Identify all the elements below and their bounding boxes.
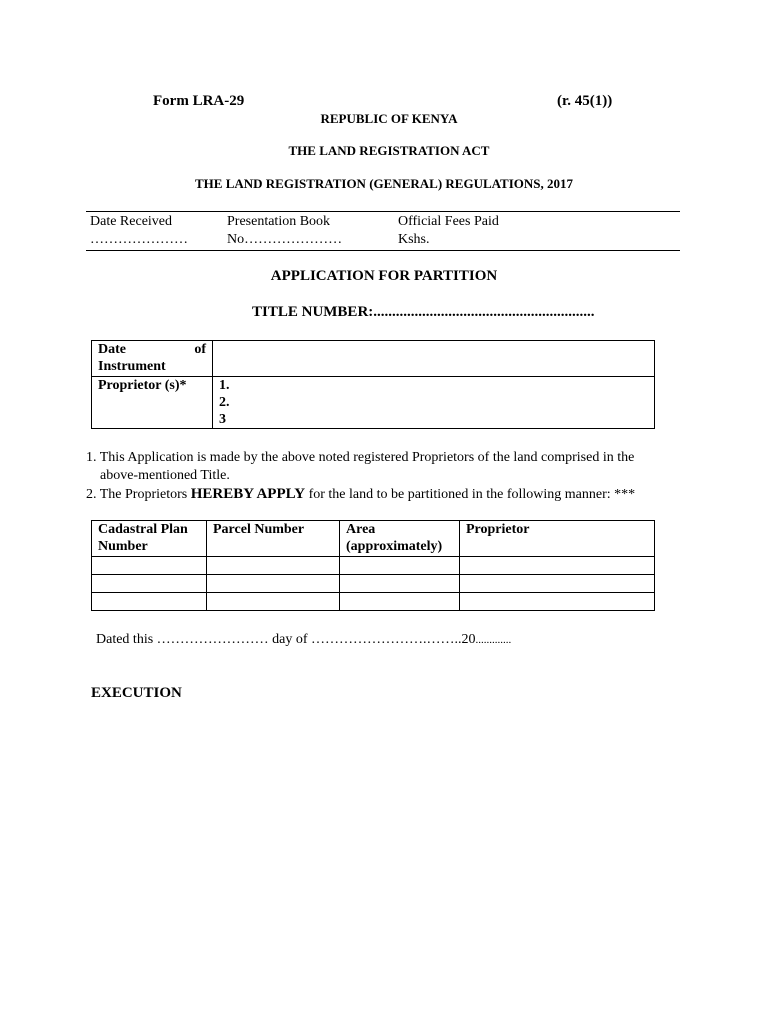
presentation-book-label: Presentation Book: [227, 214, 331, 229]
table-row: [92, 575, 655, 593]
regulations-heading: THE LAND REGISTRATION (GENERAL) REGULATIONS, 2017: [194, 176, 574, 191]
date-received-label: Date Received: [90, 214, 173, 229]
table-cell: [207, 593, 340, 611]
office-box-top-rule: [86, 211, 680, 212]
table-cell: [207, 557, 340, 575]
table-cell: [340, 575, 460, 593]
republic-heading: REPUBLIC OF KENYA: [320, 111, 458, 126]
table-cell: [340, 593, 460, 611]
instrument-table: [91, 340, 655, 429]
presentation-book-block: [227, 213, 342, 249]
proprietor-list: [213, 377, 655, 429]
header-cadastral-plan: Cadastral Plan Number: [92, 521, 207, 557]
table-cell: [460, 557, 655, 575]
paragraph-2: 2. The Proprietors HEREBY APPLY for the land to be partitioned in the following manner: ***: [86, 486, 636, 502]
table-header-row: [92, 521, 655, 557]
paragraph-1: 1. This Application is made by the above noted registered Proprietors of the land comprised in the above-mentioned Title.: [86, 450, 635, 483]
proprietor-label: Proprietor (s)*: [92, 377, 213, 429]
form-label: Form LRA-29: [153, 93, 245, 109]
table-cell: [92, 593, 207, 611]
date-of-instrument-label: Date of Instrument: [92, 341, 213, 377]
header-parcel-number: Parcel Number: [207, 521, 340, 557]
table-row: [92, 341, 655, 377]
list-item: 2.: [219, 395, 230, 410]
partition-table: [91, 520, 655, 611]
office-box-bottom-rule: [86, 250, 680, 251]
page-title: APPLICATION FOR PARTITION: [270, 268, 498, 284]
table-row: [92, 593, 655, 611]
table-row: [92, 557, 655, 575]
table-cell: [92, 557, 207, 575]
header-proprietor: Proprietor: [460, 521, 655, 557]
official-fees-currency: Kshs.: [398, 232, 430, 247]
table-cell: [207, 575, 340, 593]
table-cell: [340, 557, 460, 575]
header-area: Area (approximately): [340, 521, 460, 557]
date-received-block: [90, 213, 188, 249]
table-cell: [460, 575, 655, 593]
official-fees-block: [398, 213, 499, 249]
date-received-dots: …………………: [90, 232, 188, 247]
list-item: 3: [219, 412, 226, 427]
dated-line: Dated this …………………… day of …………………….……..20.............: [96, 632, 512, 647]
rule-reference: (r. 45(1)): [557, 93, 613, 109]
execution-heading: EXECUTION: [91, 685, 182, 701]
list-item: 1.: [219, 378, 230, 393]
official-fees-label: Official Fees Paid: [398, 214, 499, 229]
table-row: [92, 377, 655, 429]
date-of-instrument-value: [213, 341, 655, 377]
act-heading: THE LAND REGISTRATION ACT: [288, 143, 490, 158]
title-number: TITLE NUMBER:...........................................................: [252, 304, 595, 320]
presentation-book-no: No…………………: [227, 232, 343, 247]
table-cell: [92, 575, 207, 593]
table-cell: [460, 593, 655, 611]
